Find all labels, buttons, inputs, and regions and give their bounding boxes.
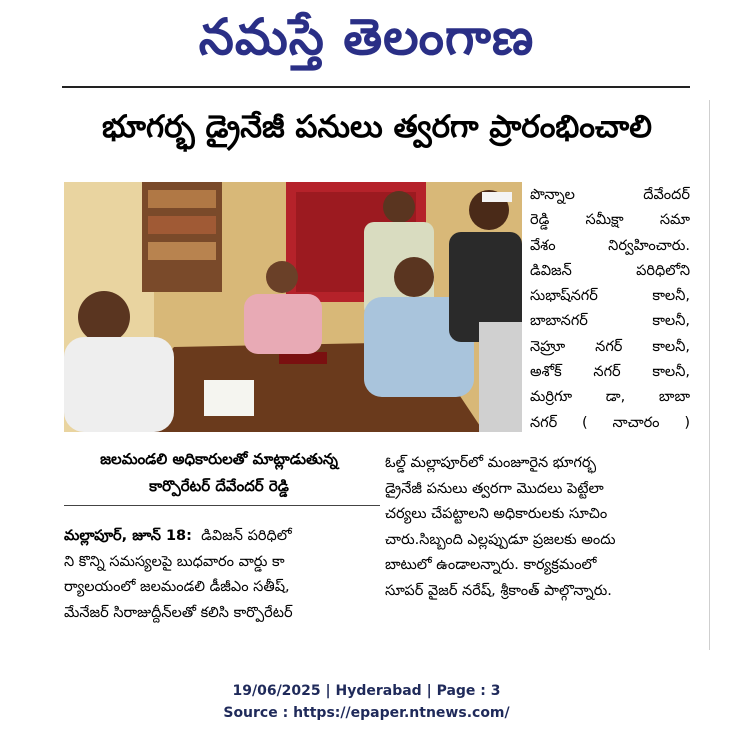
- article-line: వేశం నిర్వహించారు.: [530, 237, 690, 254]
- article-line: చర్యలు చేపట్టాలని అధికారులకు సూచిం: [385, 506, 608, 522]
- meeting-photo-illustration: [64, 182, 522, 432]
- article-line: ని కొన్ని సమస్యలపై బుధవారం వార్డు కా: [64, 553, 285, 570]
- article-line: బాటులో ఉండాలన్నారు. కార్యక్రమంలో: [385, 557, 597, 573]
- article-body-left: [64, 524, 380, 626]
- article-line: బాబానగర్ కాలనీ,: [530, 313, 690, 330]
- article-line: మేనేజర్ సిరాజుద్దీన్‌లతో కలిసి కార్పొరేటర్: [64, 604, 293, 621]
- article-line: ఓల్డ్ మల్లాపూర్‌లో మంజూరైన భూగర్భ: [385, 455, 597, 471]
- article-line: డ్రైనేజీ పనులు త్వరగా మొదలు పెట్టేలా: [385, 480, 604, 497]
- article-body-right-column: [530, 183, 690, 436]
- footer-source-link[interactable]: Source : https://epaper.ntnews.com/: [223, 705, 510, 721]
- article-text-segment: డివిజన్ పరిధిలో: [201, 528, 292, 544]
- page-edge-divider: [709, 100, 710, 650]
- article-line: సుభాష్‌నగర్ కాలనీ,: [530, 288, 690, 305]
- article-line: చారు.సిబ్బంది ఎల్లప్పుడూ ప్రజలకు అందు: [385, 531, 616, 548]
- article-line: అశోక్ నగర్ కాలనీ,: [530, 364, 690, 381]
- news-photo: [64, 182, 522, 432]
- masthead-divider: [62, 86, 690, 88]
- article-line: పొన్నాల దేవేందర్: [530, 187, 690, 203]
- epaper-footer: [0, 680, 733, 724]
- article-headline: భూగర్భ డ్రైనేజీ పనులు త్వరగా ప్రారంభించాలి: [102, 109, 652, 145]
- article-first-line: [64, 524, 380, 550]
- caption-line: కార్పొరేటర్ దేవేందర్ రెడ్డి: [149, 477, 289, 495]
- caption-divider: [64, 505, 380, 506]
- article-line: సూపర్ వైజర్ నరేష్, శ్రీకాంత్ పాల్గొన్నారు.: [385, 582, 612, 599]
- article-dateline: మల్లాపూర్, జూన్ 18:: [64, 528, 192, 544]
- caption-line: జలమండలి అధికారులతో మాట్లాడుతున్న: [100, 450, 338, 468]
- article-line: ర్యాలయంలో జలమండలి డీజీఎం సతీష్,: [64, 579, 290, 595]
- article-line: మర్రిగూ డా, బాబా: [530, 389, 690, 406]
- article-line: నగర్ ( నాచారం ): [530, 414, 690, 431]
- photo-caption: [64, 446, 374, 500]
- article-line: రెడ్డి సమీక్షా సమా: [530, 212, 690, 229]
- newspaper-masthead: నమస్తే తెలంగాణ: [198, 8, 535, 66]
- article-line: డివిజన్ పరిధిలోని: [530, 262, 690, 279]
- article-body-right-bottom: [385, 451, 690, 604]
- article-line: నెహ్రూ నగర్ కాలనీ,: [530, 338, 690, 355]
- footer-date-location: 19/06/2025 | Hyderabad | Page : 3: [232, 683, 501, 699]
